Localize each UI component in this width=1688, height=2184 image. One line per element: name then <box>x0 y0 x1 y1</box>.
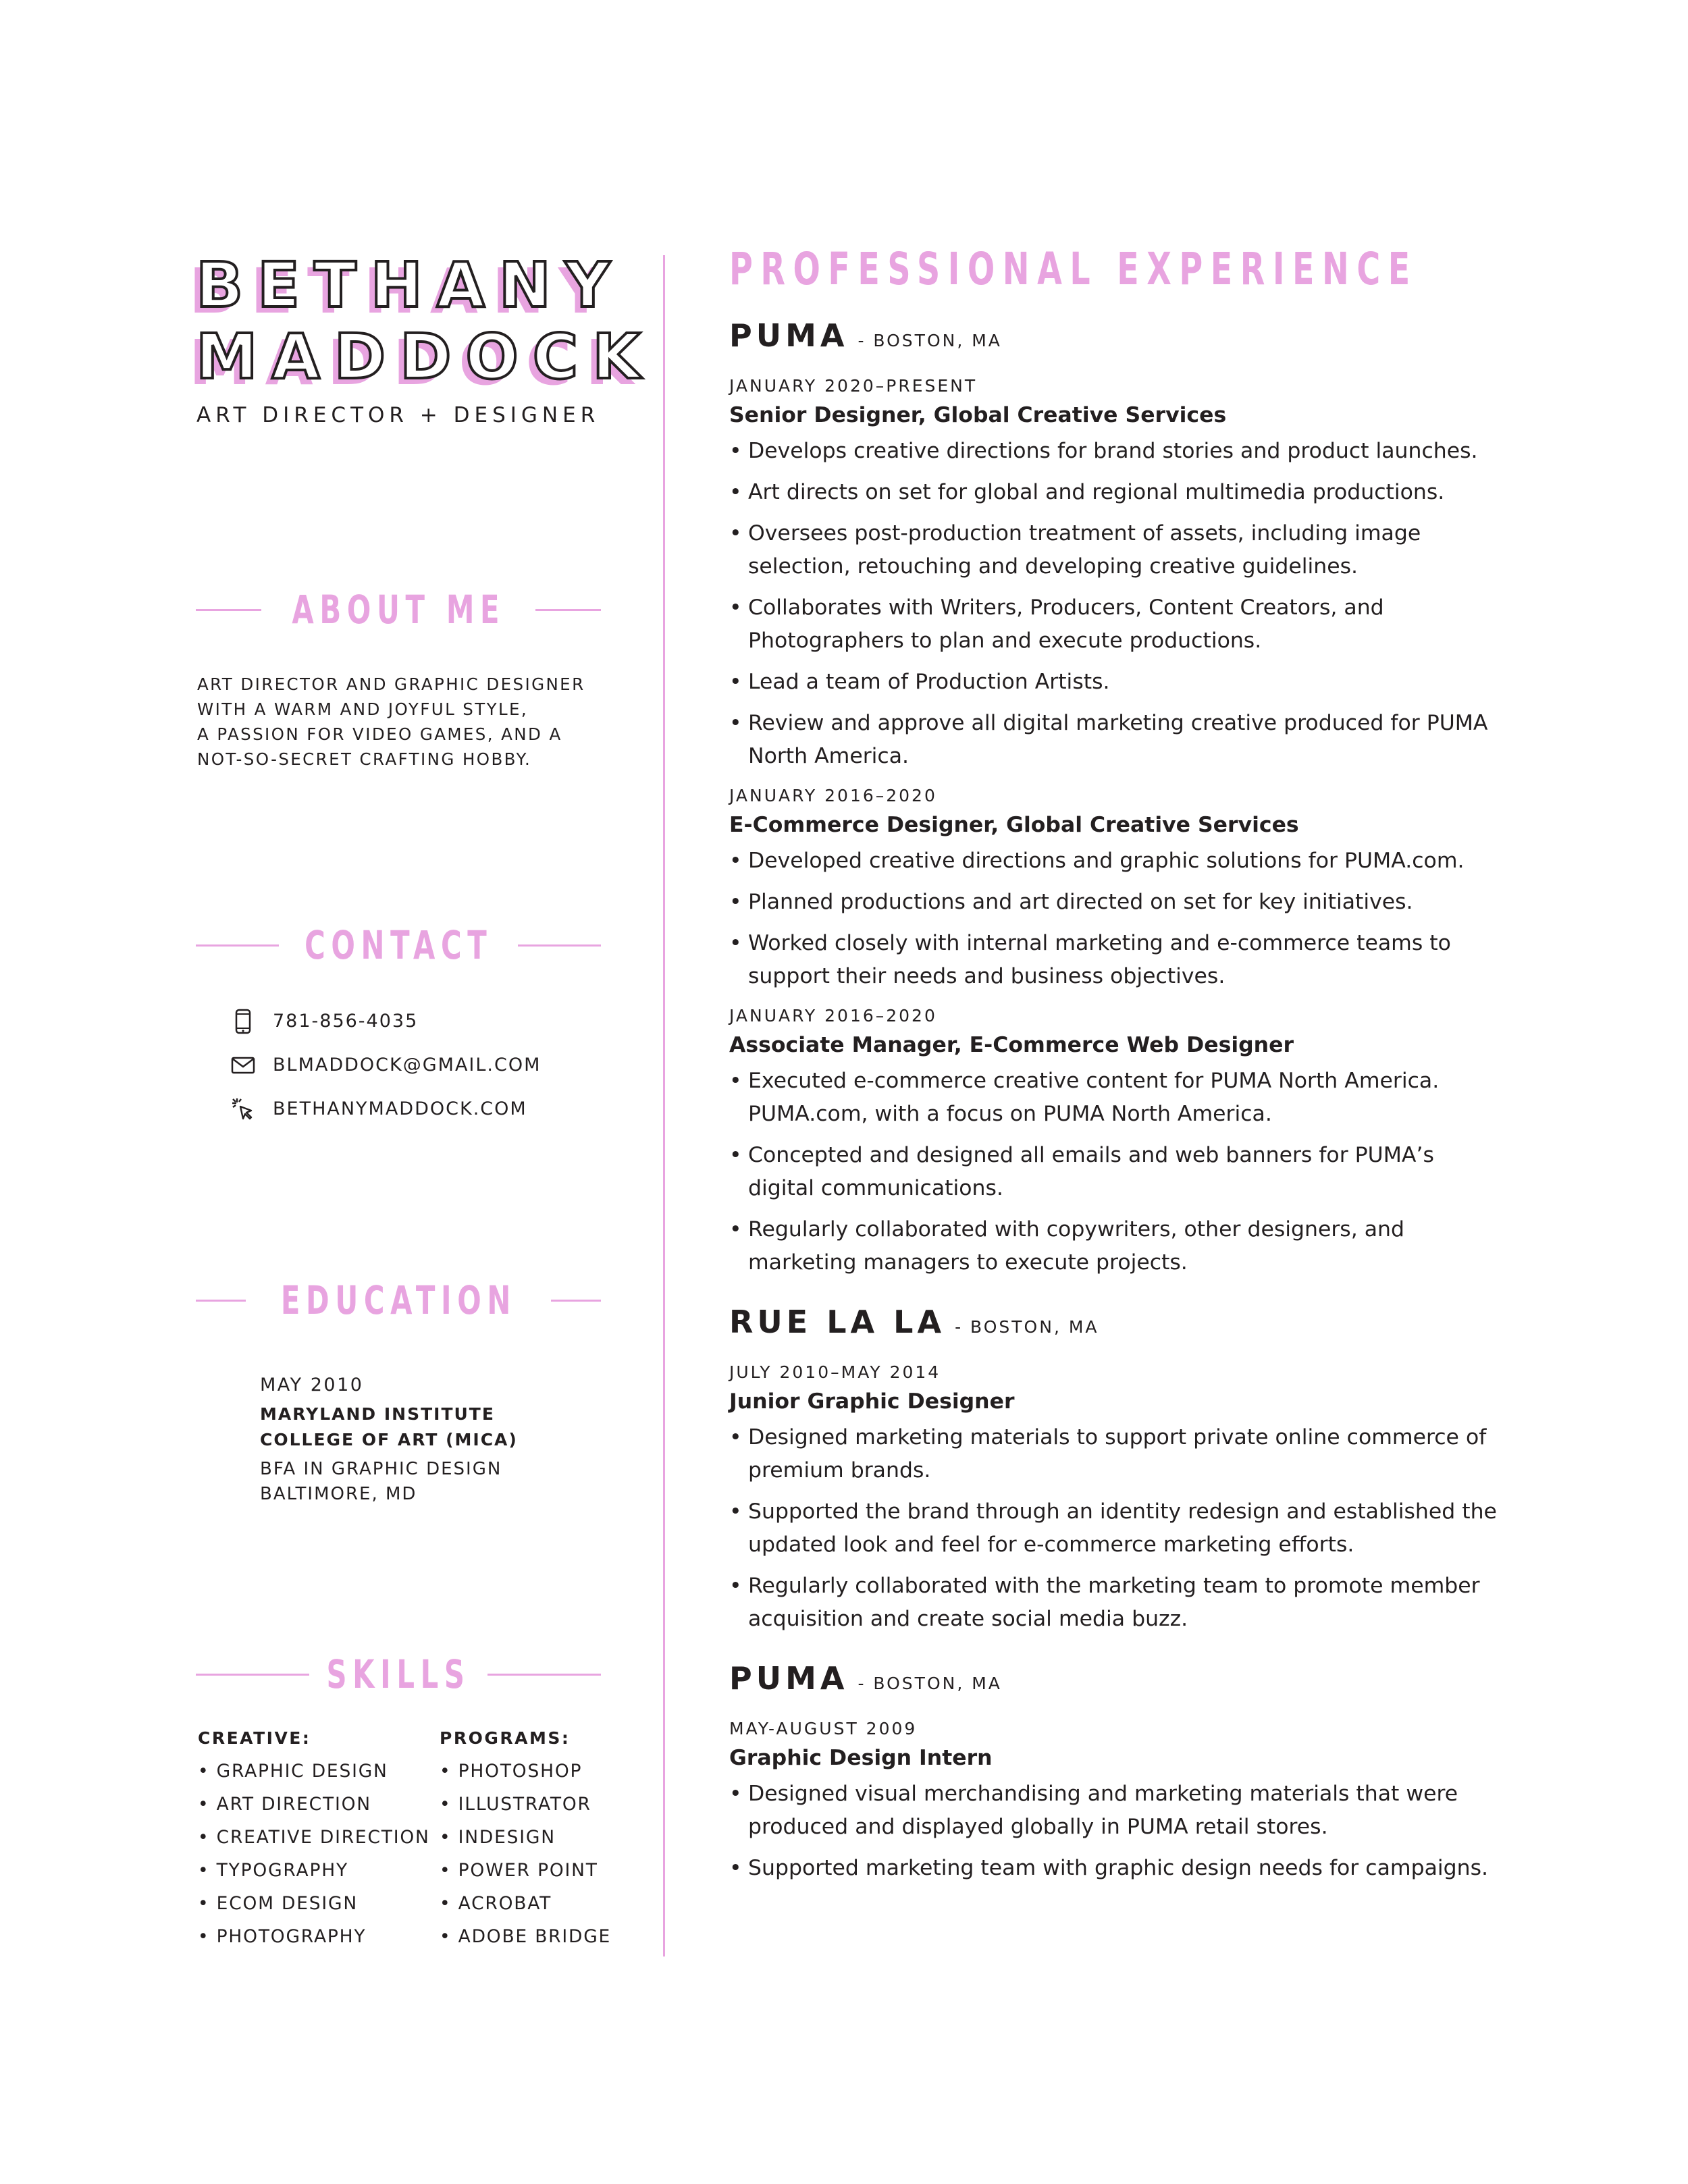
about-heading <box>196 583 601 637</box>
about-line: NOT-SO-SECRET CRAFTING HOBBY. <box>197 749 532 769</box>
contact-title: CONTACT <box>304 922 493 968</box>
job-bullet: • Supported the brand through an identity redesign and established the updated look and feel for e-commerce marketing efforts. <box>729 1495 1506 1562</box>
company-block <box>729 317 1506 1279</box>
school-name-line2: COLLEGE OF ART (MICA) <box>260 1430 518 1449</box>
contact-email[interactable] <box>228 1043 606 1087</box>
job-bullet: • Developed creative directions and graphic solutions for PUMA.com. <box>729 845 1506 878</box>
heading-rule-left <box>196 944 279 947</box>
company-location: - BOSTON, MA <box>858 1674 1002 1693</box>
job-bullet: • Art directs on set for global and regional multimedia productions. <box>729 476 1506 509</box>
education-entry <box>260 1369 611 1507</box>
job-entry <box>729 1358 1506 1636</box>
program-item: • ACROBAT <box>440 1887 611 1920</box>
contact-website[interactable] <box>228 1087 606 1131</box>
heading-rule-left <box>196 1674 309 1676</box>
about-line: A PASSION FOR VIDEO GAMES, AND A <box>197 724 562 744</box>
contact-list <box>228 999 606 1131</box>
skill-item: • ECOM DESIGN <box>198 1887 430 1920</box>
column-divider <box>663 255 665 1956</box>
creative-title: CREATIVE: <box>198 1728 311 1748</box>
name-last: MADDOCK <box>196 321 655 393</box>
experience-title: PROFESSIONAL EXPERIENCE <box>729 243 1418 295</box>
skill-item: • GRAPHIC DESIGN <box>198 1755 430 1788</box>
job-date: JANUARY 2016–2020 <box>729 786 937 805</box>
job-bullet: • Concepted and designed all emails and web banners for PUMA’s digital communications. <box>729 1139 1506 1205</box>
job-bullet: • Regularly collaborated with copywriters, other designers, and marketing managers to execute projects. <box>729 1213 1506 1279</box>
company-header <box>729 1304 1506 1358</box>
skills-creative <box>198 1725 430 1953</box>
job-bullet: • Collaborates with Writers, Producers, Content Creators, and Photographers to plan and execute productions. <box>729 591 1506 658</box>
job-bullet: • Review and approve all digital marketing creative produced for PUMA North America. <box>729 707 1506 773</box>
job-bullet: • Regularly collaborated with the marketing team to promote member acquisition and create social media buzz. <box>729 1570 1506 1636</box>
job-title: Associate Manager, E-Commerce Web Designer <box>729 1033 1294 1057</box>
job-entry <box>729 781 1506 993</box>
mail-icon <box>228 1050 258 1080</box>
job-bullet: • Worked closely with internal marketing and e-commerce teams to support their needs and business objectives. <box>729 927 1506 993</box>
company-location: - BOSTON, MA <box>955 1317 1099 1337</box>
company-block <box>729 1304 1506 1636</box>
program-item: • PHOTOSHOP <box>440 1755 611 1788</box>
job-bullet: • Executed e-commerce creative content for PUMA North America. PUMA.com, with a focus on PUMA North America. <box>729 1065 1506 1131</box>
skills-programs <box>440 1725 611 1953</box>
contact-heading <box>196 918 601 972</box>
job-role: ART DIRECTOR + DESIGNER <box>196 403 600 427</box>
website-url: BETHANYMADDOCK.COM <box>273 1098 527 1119</box>
job-date: JANUARY 2020–PRESENT <box>729 376 978 396</box>
experience-list <box>729 317 1506 1909</box>
job-title: Senior Designer, Global Creative Services <box>729 403 1227 427</box>
company-block <box>729 1660 1506 1885</box>
education-heading <box>196 1273 601 1327</box>
heading-rule-right <box>535 609 601 611</box>
heading-rule-right <box>551 1300 601 1302</box>
school-name-line1: MARYLAND INSTITUTE <box>260 1404 495 1424</box>
education-title: EDUCATION <box>280 1277 517 1323</box>
company-header <box>729 1660 1506 1714</box>
company-name: PUMA <box>729 317 849 354</box>
company-location: - BOSTON, MA <box>858 331 1002 350</box>
job-bullet: • Designed marketing materials to support private online commerce of premium brands. <box>729 1421 1506 1487</box>
name-first: BETHANY <box>196 249 625 321</box>
job-title: Junior Graphic Designer <box>729 1389 1015 1414</box>
program-item: • ILLUSTRATOR <box>440 1788 611 1821</box>
job-title: E-Commerce Designer, Global Creative Services <box>729 813 1299 837</box>
job-entry <box>729 371 1506 773</box>
programs-title: PROGRAMS: <box>440 1728 571 1748</box>
job-bullet: • Lead a team of Production Artists. <box>729 666 1506 699</box>
school-location: BALTIMORE, MD <box>260 1484 417 1504</box>
company-name: PUMA <box>729 1660 849 1697</box>
skill-item: • CREATIVE DIRECTION <box>198 1821 430 1854</box>
job-bullet: • Oversees post-production treatment of assets, including image selection, retouching and developing creative guidelines. <box>729 517 1506 583</box>
heading-rule-right <box>518 944 601 947</box>
job-bullet: • Planned productions and art directed on set for key initiatives. <box>729 886 1506 919</box>
job-bullet: • Develops creative directions for brand stories and product launches. <box>729 435 1506 468</box>
program-item: • POWER POINT <box>440 1854 611 1887</box>
heading-rule-right <box>487 1674 601 1676</box>
job-entry <box>729 1001 1506 1279</box>
heading-rule-left <box>196 609 261 611</box>
job-date: JULY 2010–MAY 2014 <box>729 1362 941 1382</box>
job-bullet: • Supported marketing team with graphic design needs for campaigns. <box>729 1852 1506 1885</box>
skills-title: SKILLS <box>326 1651 471 1697</box>
about-line: WITH A WARM AND JOYFUL STYLE, <box>197 699 529 719</box>
education-date: MAY 2010 <box>260 1375 364 1395</box>
email-address: BLMADDOCK@GMAIL.COM <box>273 1055 542 1075</box>
skill-item: • ART DIRECTION <box>198 1788 430 1821</box>
phone-icon <box>228 1007 258 1036</box>
heading-rule-left <box>196 1300 246 1302</box>
about-title: ABOUT ME <box>292 587 505 633</box>
cursor-click-icon <box>228 1094 258 1124</box>
program-item: • INDESIGN <box>440 1821 611 1854</box>
job-bullet: • Designed visual merchandising and marketing materials that were produced and displayed globally in PUMA retail stores. <box>729 1778 1506 1844</box>
job-entry <box>729 1714 1506 1885</box>
job-date: MAY-AUGUST 2009 <box>729 1719 918 1738</box>
skill-item: • TYPOGRAPHY <box>198 1854 430 1887</box>
degree: BFA IN GRAPHIC DESIGN <box>260 1459 502 1479</box>
phone-number: 781-856-4035 <box>273 1011 419 1032</box>
contact-phone[interactable] <box>228 999 606 1043</box>
skills-heading <box>196 1647 601 1701</box>
job-title: Graphic Design Intern <box>729 1746 993 1770</box>
job-date: JANUARY 2016–2020 <box>729 1006 937 1026</box>
skill-item: • PHOTOGRAPHY <box>198 1920 430 1953</box>
company-name: RUE LA LA <box>729 1304 946 1340</box>
program-item: • ADOBE BRIDGE <box>440 1920 611 1953</box>
about-text <box>197 672 616 772</box>
about-line: ART DIRECTOR AND GRAPHIC DESIGNER <box>197 674 585 694</box>
candidate-name <box>196 250 655 393</box>
company-header <box>729 317 1506 371</box>
